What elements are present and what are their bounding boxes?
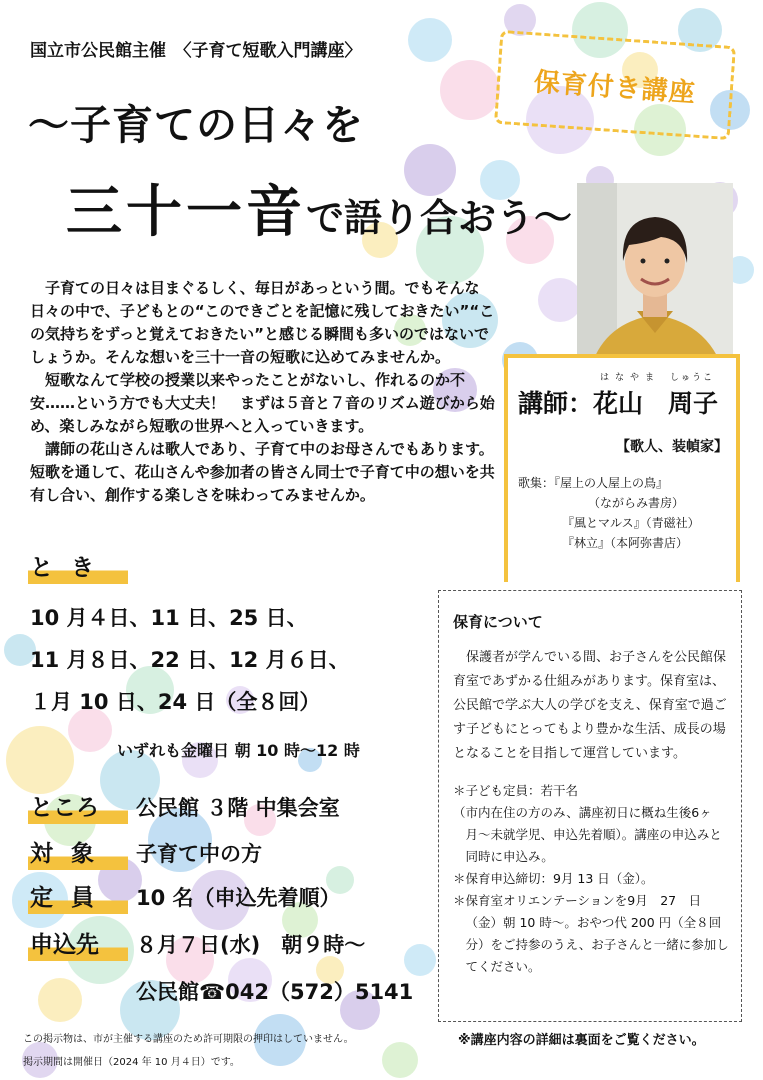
- bubble-decoration: [538, 278, 582, 322]
- detail-label: 申込先: [28, 926, 128, 961]
- instructor-role: 【歌人、装幀家】: [616, 439, 728, 455]
- detail-label: 対象: [28, 835, 128, 870]
- bubble-decoration: [404, 944, 436, 976]
- childcare-info-box: [438, 590, 742, 1022]
- detail-value: ８月７日(水) 朝９時〜: [136, 933, 366, 957]
- work-item: 『林立』（本阿弥書店）: [562, 536, 689, 550]
- detail-label: 定員: [28, 879, 128, 914]
- schedule-label: とき: [28, 549, 128, 584]
- childcare-item: ＊子ども定員：若干名: [453, 783, 579, 798]
- instructor-name: 講師：花山 周子: [518, 389, 719, 418]
- childcare-title: 保育について: [453, 613, 543, 631]
- work-item: 歌集：『屋上の人屋上の鳥』: [518, 476, 669, 490]
- childcare-badge-label: 保育付き講座: [532, 66, 697, 109]
- detail-value: 子育て中の方: [136, 842, 262, 866]
- footnote-period: 掲示期間は開催日（2024 年 10 月４日）です。: [23, 1057, 240, 1068]
- detail-value: 公民館 ３階 中集会室: [136, 796, 340, 820]
- date-line: 11 月８日、22 日、12 月６日、: [30, 648, 350, 672]
- work-item: （ながらみ書房）: [588, 496, 685, 510]
- bubble-decoration: [382, 1042, 418, 1078]
- contact-phone: 公民館☎042（572）5141: [136, 980, 414, 1004]
- detail-label: ところ: [28, 789, 128, 824]
- instructor-ruby-given: しゅうこ: [670, 373, 715, 383]
- schedule-days: いずれも金曜日 朝 10 時〜12 時: [117, 741, 360, 760]
- instructor-ruby-family: はなやま: [600, 373, 661, 383]
- childcare-item: （市内在住の方のみ、講座初日に概ね生後6ヶ月〜未就学児、申込先着順）。講座の申込みと同時に申込み。: [453, 805, 722, 864]
- intro-text: [30, 277, 496, 507]
- childcare-item: ＊保育申込締切：9月 13 日（金）。: [453, 871, 654, 886]
- work-item: 『風とマルス』（青磁社）: [562, 516, 700, 530]
- detail-row-apply: [28, 926, 365, 961]
- childcare-list: [453, 780, 729, 978]
- detail-row-place: [28, 789, 340, 824]
- childcare-badge: [494, 30, 736, 140]
- childcare-item: ＊保育室オリエンテーションを9月 27 日（金）朝 10 時〜。おやつ代 200 円（全８回分）をご持参のうえ、お子さんと一緒に参加してください。: [453, 893, 729, 974]
- intro-paragraph: 子育ての日々は目まぐるしく、毎日があっという間。でもそんな日々の中で、子どもとの“このできごとを記憶に残しておきたい”“この気持ちをずっと覚えておきたい”と感じる瞬間も多いのではないでしょうか。そんな想いを三十一音の短歌に込めてみませんか。: [30, 279, 495, 366]
- schedule-dates: [30, 599, 350, 725]
- bubble-decoration: [6, 726, 74, 794]
- title-big-text: 三十一音: [66, 180, 306, 245]
- footnote-permit: この掲示物は、市が主催する講座のため許可期限の押印はしていません。: [23, 1034, 354, 1045]
- intro-paragraph: 講師の花山さんは歌人であり、子育て中のお母さんでもあります。短歌を通して、花山さんや参加者の皆さん同士で子育て中の想いを共有し合い、創作する楽しさを味わってみませんか。: [30, 440, 495, 504]
- date-line: 10 月４日、11 日、25 日、: [30, 606, 308, 630]
- instructor-box: [504, 354, 740, 582]
- bubble-decoration: [440, 60, 500, 120]
- bubble-decoration: [408, 18, 452, 62]
- organizer-line: 国立市公民館主催 〈子育て短歌入門講座〉: [30, 41, 362, 61]
- back-side-note: ※講座内容の詳細は裏面をご覧ください。: [458, 1033, 705, 1048]
- main-title-line1: 〜子育ての日々を: [28, 101, 364, 149]
- bubble-decoration: [38, 978, 82, 1022]
- detail-row-capacity: [28, 879, 341, 914]
- title-small-text: で語り合おう〜: [306, 196, 573, 240]
- main-title-line2: [66, 168, 572, 248]
- intro-paragraph: 短歌なんて学校の授業以来やったことがないし、作れるのか不安……という方でも大丈夫！ まずは５音と７音のリズム遊びから始め、楽しみながら短歌の世界へと入っていきます。: [30, 371, 495, 435]
- detail-row-target: [28, 835, 262, 870]
- date-line: １月 10 日、24 日（全８回）: [30, 690, 321, 714]
- detail-value: 10 名（申込先着順）: [136, 886, 341, 910]
- instructor-photo: [577, 183, 733, 383]
- childcare-body: 保護者が学んでいる間、お子さんを公民館保育室であずかる仕組みがあります。保育室は、公民館で学ぶ大人の学びを支え、保育室で過ごす子どもにとってもより豊かな生活、成長の場となることを目指して運営しています。: [453, 650, 727, 761]
